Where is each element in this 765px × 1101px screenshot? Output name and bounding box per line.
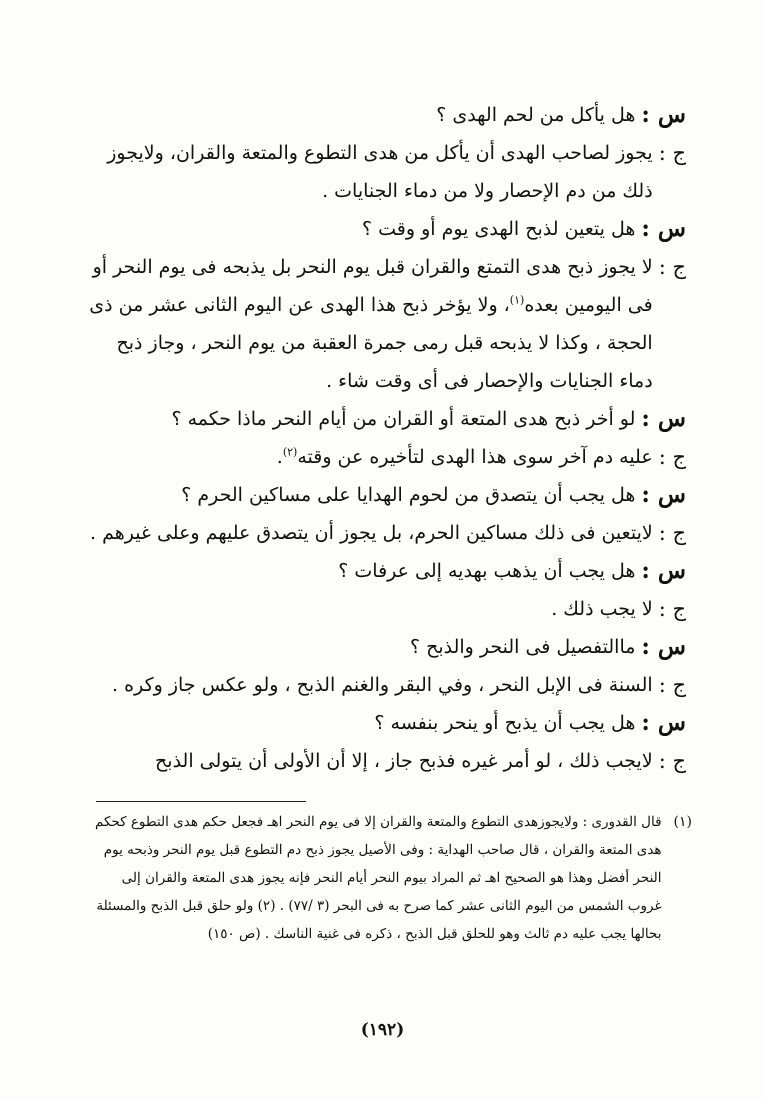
answer-text <box>86 438 659 476</box>
question-marker: س : <box>641 481 686 508</box>
question-marker: س : <box>641 709 686 736</box>
answer-text <box>86 248 659 400</box>
answer-line <box>86 248 686 400</box>
footnote-number: (١) <box>673 814 692 830</box>
question-marker: س : <box>641 215 686 242</box>
question-marker: س : <box>641 557 686 584</box>
question-line <box>86 552 686 590</box>
answer-marker: ج : <box>658 141 686 165</box>
question-text: هل يتعين لذبح الهدى يوم أو وقت ؟ <box>362 218 636 240</box>
answer-text-part: عليه دم آخر سوى هذا الهدى لتأخيره عن وقته <box>297 446 653 468</box>
answer-line <box>86 134 686 210</box>
footnote-text: قال القدورى : ولايجوزهدى التطوع والمتعة والقران إلا فى يوم النحر اهـ فجعل حكم هدى التطوع كحكم هدى المتعة والقران ، قال صاحب الهداية : وفى الأصيل يجوز ذبح دم التطوع قبل يوم النحر وذبحه يوم النحر أفضل وهذا هو الصحيح اهـ ثم المراد بيوم النحر أيام النحر فإنه يجوز هدى المتعة والقران إلى غروب الشمس من اليوم الثانى عشر كما صرح به فى البحر (٣ /٧٧) . (٢) ولو حلق قبل الذبح والمسئلة بحالها يجب عليه دم ثالث وهو للحلق قبل الذبح ، ذكره فى غنية الناسك . (ص ١٥٠) <box>94 814 662 942</box>
footnote <box>88 808 692 948</box>
question-text: هل يجب أن يتصدق من لحوم الهدايا على مساكين الحرم ؟ <box>181 484 636 506</box>
footnote-ref[interactable]: (٢) <box>282 445 298 459</box>
answer-marker: ج : <box>658 445 686 469</box>
question-line <box>86 476 686 514</box>
question-text: هل يجب أن يذبح أو ينحر بنفسه ؟ <box>374 712 636 734</box>
question-text: هل يأكل من لحم الهدى ؟ <box>436 104 636 126</box>
answer-text-part: . <box>276 446 283 468</box>
answer-text: لا يجب ذلك . <box>551 598 653 620</box>
answer-line <box>86 666 686 704</box>
page-number: (١٩٢) <box>360 1020 405 1040</box>
question-text: لو أخر ذبح هدى المتعة أو القران من أيام النحر ماذا حكمه ؟ <box>171 408 636 430</box>
answer-line <box>86 742 686 780</box>
footnote-ref[interactable]: (١) <box>509 293 525 307</box>
question-line <box>86 96 686 134</box>
answer-text-part: ، ولا يؤخر ذبح هذا الهدى عن اليوم الثانى عشر من ذى الحجة ، وكذا لا يذبحه قبل رمى جمرة العقبة من يوم النحر ، وجاز ذبح دماء الجنايات والإحصار فى أى وقت شاء . <box>89 294 653 392</box>
question-line <box>86 628 686 666</box>
answer-text: لايجب ذلك ، لو أمر غيره فذبح جاز ، إلا أن الأولى أن يتولى الذبح <box>155 750 653 772</box>
question-marker: س : <box>641 633 686 660</box>
question-line <box>86 704 686 742</box>
question-line <box>86 210 686 248</box>
qa-section <box>86 96 686 780</box>
answer-text: السنة فى الإبل النحر ، وفي البقر والغنم الذبح ، ولو عكس جاز وكره . <box>112 674 653 696</box>
answer-text: يجوز لصاحب الهدى أن يأكل من هدى التطوع والمتعة والقران، ولايجوز ذلك من دم الإحصار ولا من دماء الجنايات . <box>107 142 653 202</box>
answer-line <box>86 590 686 628</box>
question-text: هل يجب أن يذهب بهديه إلى عرفات ؟ <box>338 560 636 582</box>
question-marker: س : <box>641 405 686 432</box>
question-text: ماالتفصيل فى النحر والذبح ؟ <box>409 636 636 658</box>
question-line <box>86 400 686 438</box>
answer-marker: ج : <box>658 749 686 773</box>
answer-marker: ج : <box>658 673 686 697</box>
answer-marker: ج : <box>658 597 686 621</box>
question-marker: س : <box>641 101 686 128</box>
answer-text-part: لا يجوز ذبح هدى التمتع والقران قبل يوم النحر بل يذبحه فى يوم النحر أو فى اليومين بعده <box>92 256 653 316</box>
answer-line <box>86 514 686 552</box>
answer-marker: ج : <box>658 255 686 279</box>
footnote-divider <box>96 801 306 802</box>
answer-line <box>86 438 686 476</box>
answer-marker: ج : <box>658 521 686 545</box>
answer-text: لايتعين فى ذلك مساكين الحرم، بل يجوز أن يتصدق عليهم وعلى غيرهم . <box>90 522 653 544</box>
